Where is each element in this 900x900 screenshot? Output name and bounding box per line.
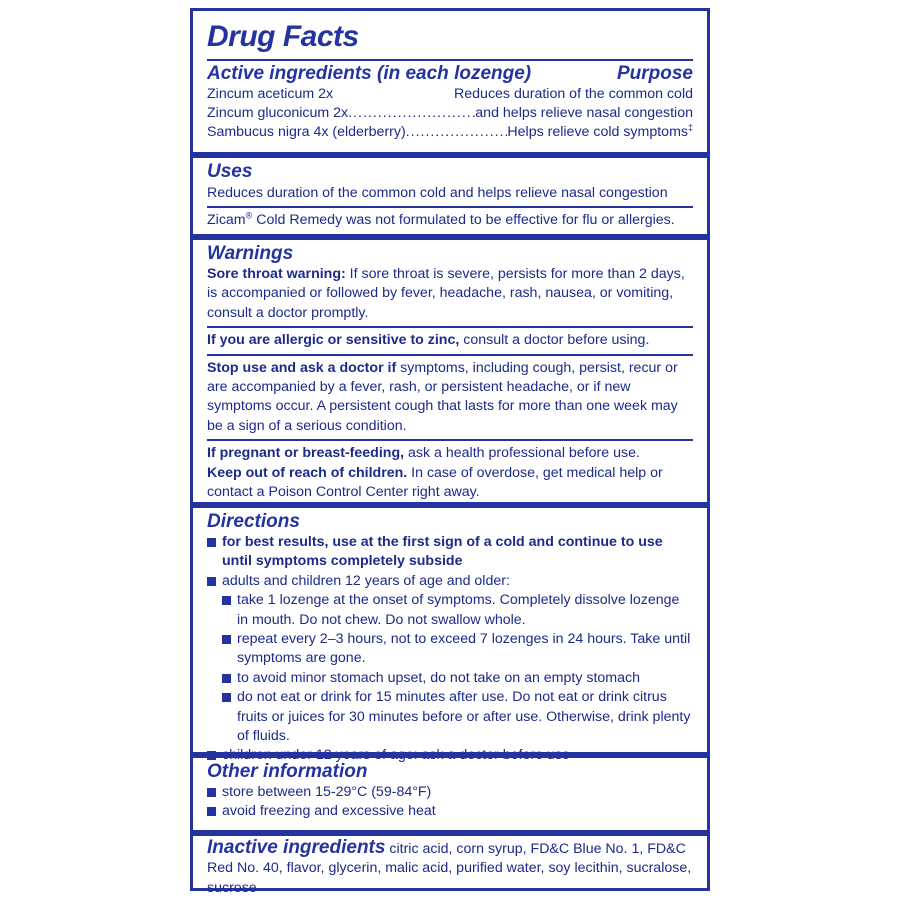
uses-disclaimer: Zicam® Cold Remedy was not formulated to be effective for flu or allergies.	[207, 210, 675, 228]
list-item: adults and children 12 years of age and older:	[207, 572, 693, 591]
divider	[207, 439, 693, 441]
bullet-icon	[207, 788, 216, 797]
ingredient-row	[207, 104, 693, 123]
ingredient-purpose: Helps relieve cold symptoms	[507, 124, 688, 141]
ingredient-name: Sambucus nigra 4x (elderberry)	[207, 124, 406, 141]
stop-use-warning: Stop use and ask a doctor if symptoms, including cough, persist, recur or are accompanied by a fever, rash, or persistent headache, or if new symptoms occur. A persistent cough that lasts for more than one week may be a sign of a serious condition.	[207, 359, 678, 434]
footnote-mark: ‡	[687, 122, 693, 133]
list-item: take 1 lozenge at the onset of symptoms. Completely dissolve lozenge in mouth. Do not chew. Do not swallow whole.	[207, 591, 693, 630]
list-item: to avoid minor stomach upset, do not take on an empty stomach	[207, 669, 693, 688]
bullet-icon	[207, 538, 216, 547]
drug-facts-panel	[190, 8, 710, 896]
pregnancy-warning: If pregnant or breast-feeding, ask a health professional before use.	[207, 445, 640, 462]
children-warning: Keep out of reach of children. In case of overdose, get medical help or contact a Poison Control Center right away.	[207, 464, 663, 501]
other-information-heading: Other information	[207, 761, 368, 782]
ingredient-purpose: Reduces duration of the common cold	[454, 85, 693, 102]
drug-facts-title: Drug Facts	[207, 20, 359, 53]
uses-section	[193, 161, 707, 230]
bullet-icon	[207, 577, 216, 586]
uses-heading: Uses	[207, 161, 253, 182]
ingredient-row	[207, 85, 693, 104]
section-bar	[193, 830, 707, 836]
bullet-icon	[207, 807, 216, 816]
inactive-ingredients-section	[193, 838, 707, 898]
list-item: repeat every 2–3 hours, not to exceed 7 lozenges in 24 hours. Take until symptoms are gone.	[207, 630, 693, 669]
warnings-section	[193, 243, 707, 502]
allergy-warning: If you are allergic or sensitive to zinc, consult a doctor before using.	[207, 332, 650, 349]
ingredient-name: Zincum aceticum 2x	[207, 85, 334, 102]
ingredient-purpose: and helps relieve nasal congestion	[475, 104, 693, 121]
section-bar	[193, 502, 707, 508]
divider	[207, 354, 693, 356]
bullet-icon	[222, 674, 231, 683]
section-bar	[193, 152, 707, 158]
divider	[207, 59, 693, 61]
ingredient-row	[207, 123, 693, 142]
list-item: do not eat or drink for 15 minutes after use. Do not eat or drink citrus fruits or juices for 30 minutes before or after use. Otherwise, drink plenty of fluids.	[207, 688, 693, 746]
uses-text: Reduces duration of the common cold and helps relieve nasal congestion	[207, 185, 668, 201]
other-information-section	[193, 761, 707, 822]
section-bar	[193, 234, 707, 240]
dot-leader	[406, 123, 508, 142]
inactive-ingredients-heading: Inactive ingredients	[207, 837, 386, 858]
section-bar	[193, 752, 707, 758]
dot-leader	[348, 104, 475, 123]
divider	[207, 206, 693, 208]
active-ingredients-heading: Active ingredients (in each lozenge)	[207, 62, 532, 84]
bullet-icon	[222, 693, 231, 702]
bullet-icon	[222, 635, 231, 644]
inactive-ingredients-text: Inactive ingredients citric acid, corn syrup, FD&C Blue No. 1, FD&C Red No. 40, flavor, glycerin, malic acid, purified water, soy lecithin, sucralose, sucrose	[207, 837, 692, 896]
list-item: avoid freezing and excessive heat	[207, 802, 693, 821]
ingredient-name: Zincum gluconicum 2x	[207, 104, 349, 121]
active-ingredients-section	[193, 19, 707, 143]
list-item: for best results, use at the first sign of a cold and continue to use until symptoms completely subside	[207, 533, 693, 572]
divider	[207, 326, 693, 328]
directions-section	[193, 511, 707, 766]
list-item: store between 15-29°C (59-84°F)	[207, 783, 693, 802]
warnings-heading: Warnings	[207, 243, 294, 264]
sore-throat-warning: Sore throat warning: If sore throat is severe, persists for more than 2 days, is accompanied or followed by fever, headache, rash, nausea, or vomiting, consult a doctor promptly.	[207, 266, 685, 321]
purpose-heading: Purpose	[616, 62, 693, 84]
directions-heading: Directions	[207, 511, 300, 532]
bullet-icon	[222, 596, 231, 605]
